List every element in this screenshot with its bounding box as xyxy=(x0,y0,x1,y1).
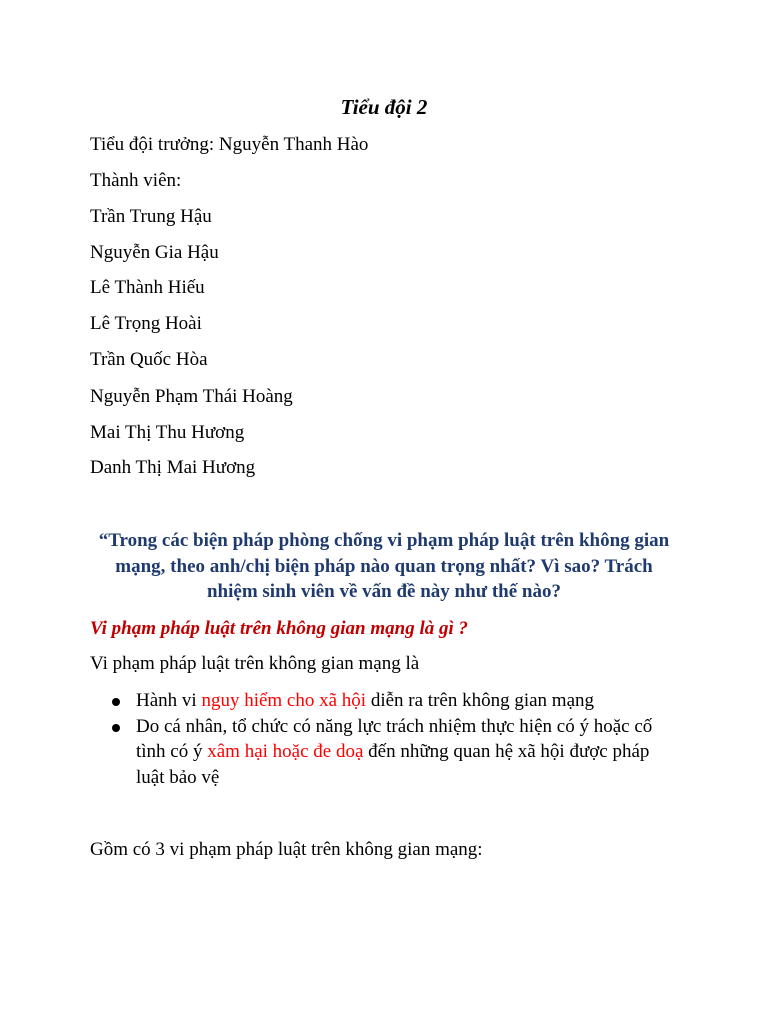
definition-highlight: nguy hiểm cho xã hội xyxy=(201,690,367,711)
member-item: Nguyễn Gia Hậu xyxy=(90,242,219,263)
member-item: Nguyễn Phạm Thái Hoàng xyxy=(90,386,293,407)
section-heading: Vi phạm pháp luật trên không gian mạng là gì ? xyxy=(90,618,468,639)
summary-text: Gồm có 3 vi phạm pháp luật trên không gian mạng: xyxy=(90,839,483,860)
document-title: Tiểu đội 2 xyxy=(340,95,428,119)
bullet-icon xyxy=(112,698,120,706)
definition-text: đến những quan hệ xã hội được pháp luật bảo vệ xyxy=(136,741,650,788)
definition-item xyxy=(90,688,670,714)
definition-list xyxy=(90,688,670,790)
member-item: Lê Trọng Hoài xyxy=(90,313,202,334)
definition-text: Do cá nhân, tổ chức có năng lực trách nhiệm thực hiện có ý hoặc cố tình có ý xyxy=(136,715,653,762)
member-item: Danh Thị Mai Hương xyxy=(90,457,256,478)
definition-text: Hành vi xyxy=(136,690,202,711)
member-item: Trần Trung Hậu xyxy=(90,206,212,227)
team-leader: Tiểu đội trưởng: Nguyễn Thanh Hào xyxy=(90,134,369,155)
member-item: Lê Thành Hiếu xyxy=(90,277,205,298)
members-label: Thành viên: xyxy=(90,170,182,191)
member-item: Trần Quốc Hòa xyxy=(90,349,208,370)
definition-highlight: xâm hại hoặc đe doạ xyxy=(207,741,364,762)
definition-item xyxy=(90,714,670,791)
definition-intro: Vi phạm pháp luật trên không gian mạng là xyxy=(90,653,420,674)
bullet-icon xyxy=(112,724,120,732)
definition-text: diễn ra trên không gian mạng xyxy=(366,690,595,711)
discussion-question: “Trong các biện pháp phòng chống vi phạm pháp luật trên không gian mạng, theo anh/chị biện pháp nào quan trọng nhất? Vì sao? Trách nhiệm sinh viên về vấn đề này như thế nào? xyxy=(98,530,670,602)
member-item: Mai Thị Thu Hương xyxy=(90,422,245,443)
